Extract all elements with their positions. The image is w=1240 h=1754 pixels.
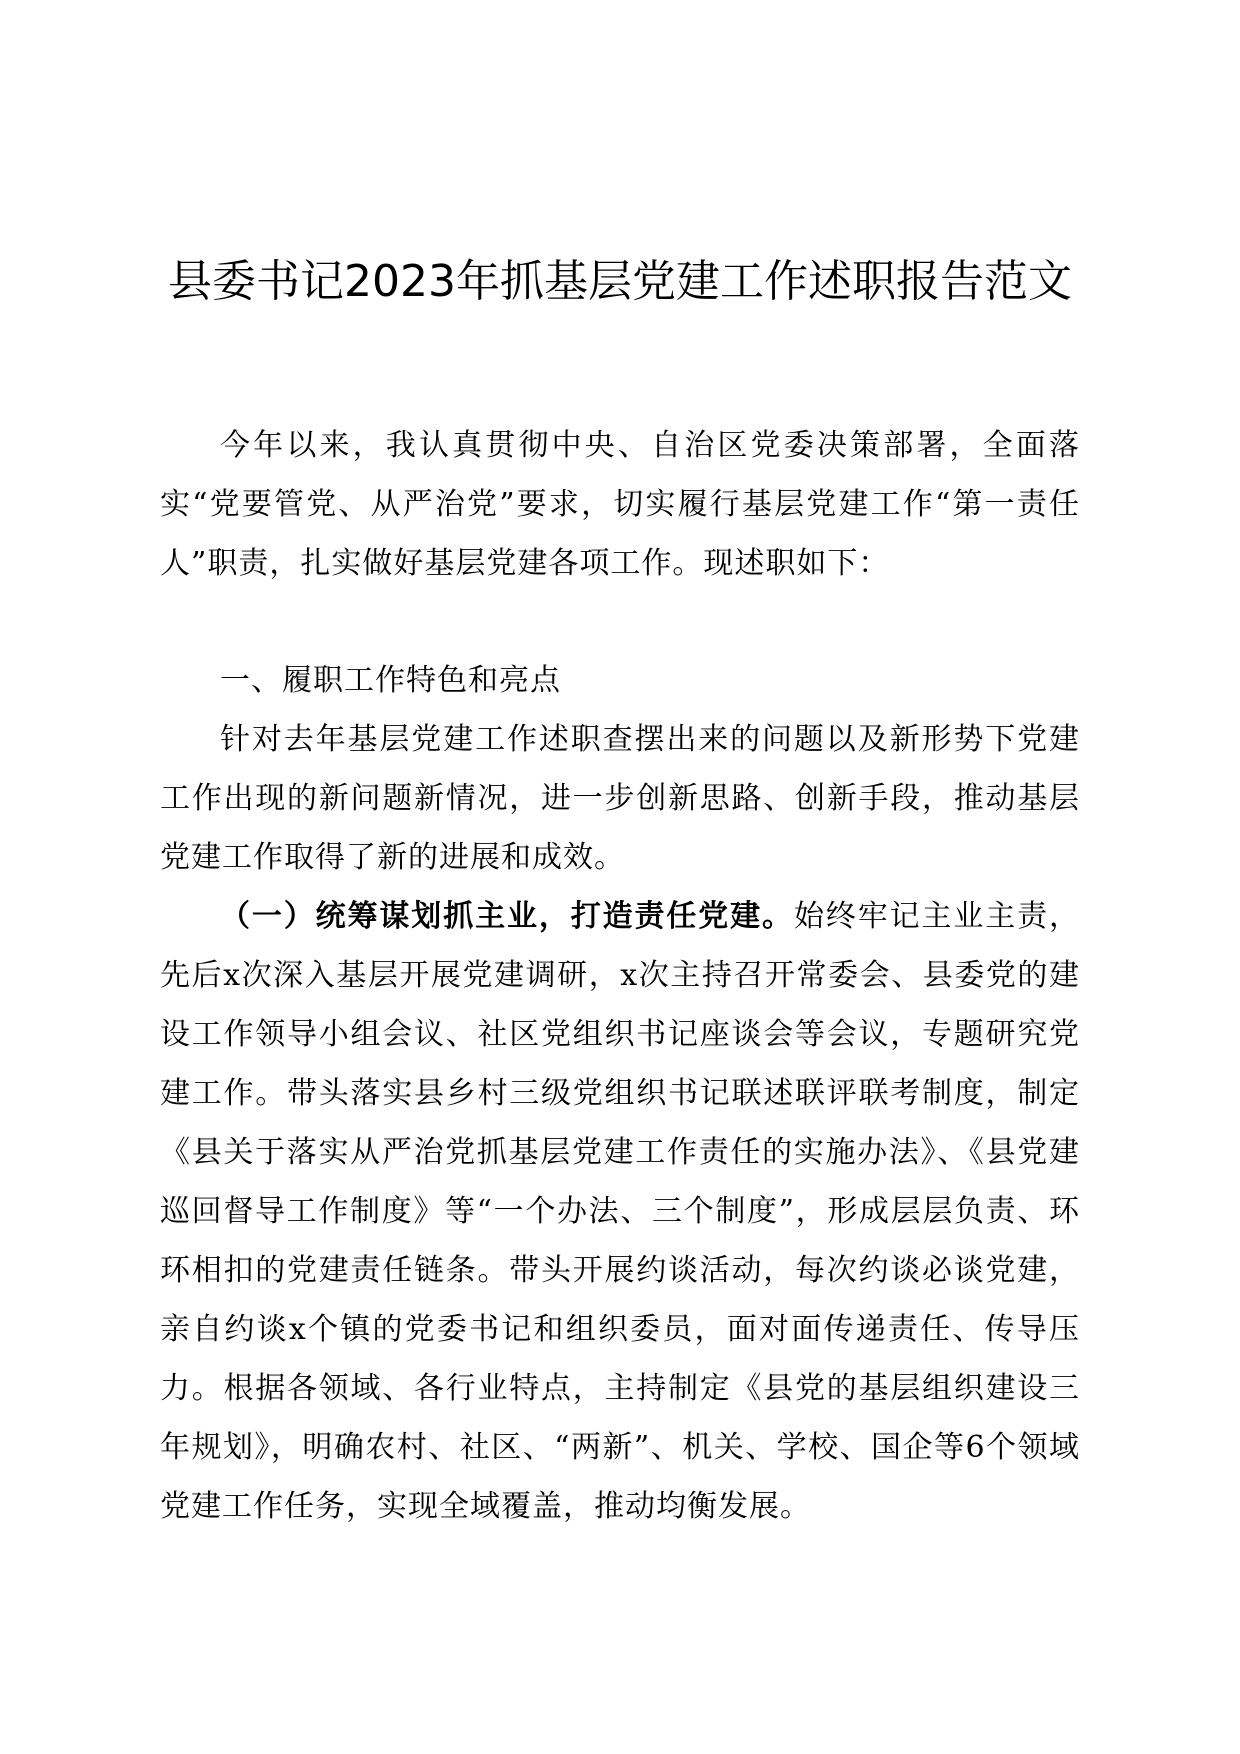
document-title: 县委书记2023年抓基层党建工作述职报告范文: [168, 256, 1072, 307]
section-heading: 一、履职工作特色和亮点: [220, 663, 561, 698]
subsection-heading: （一）统筹谋划抓主业，打造责任党建。: [220, 899, 794, 934]
subsection-body: 始终牢记主业主责，先后x次深入基层开展党建调研，x次主持召开常委会、县委党的建设工作领导小组会议、社区党组织书记座谈会等会议，专题研究党建工作。带头落实县乡村三级党组织书记联述联评联考制度，制定《县关于落实从严治党抓基层党建工作责任的实施办法》、《县党建巡回督导工作制度》等“一个办法、三个制度”，形成层层负责、环环相扣的党建责任链条。带头开展约谈活动，每次约谈必谈党建，亲自约谈x个镇的党委书记和组织委员，面对面传递责任、传导压力。根据各领域、各行业特点，主持制定《县党的基层组织建设三年规划》，明确农村、社区、“两新”、机关、学校、国企等6个领域党建工作任务，实现全域覆盖，推动均衡发展。: [160, 899, 1081, 1524]
section-paragraph: 针对去年基层党建工作述职查摆出来的问题以及新形势下党建工作出现的新问题新情况，进一步创新思路、创新手段，推动基层党建工作取得了新的进展和成效。: [160, 722, 1080, 875]
subsection-paragraph: [160, 887, 1080, 1536]
intro-paragraph: 今年以来，我认真贯彻中央、自治区党委决策部署，全面落实“党要管党、从严治党”要求，切实履行基层党建工作“第一责任人”职责，扎实做好基层党建各项工作。现述职如下：: [160, 428, 1080, 581]
